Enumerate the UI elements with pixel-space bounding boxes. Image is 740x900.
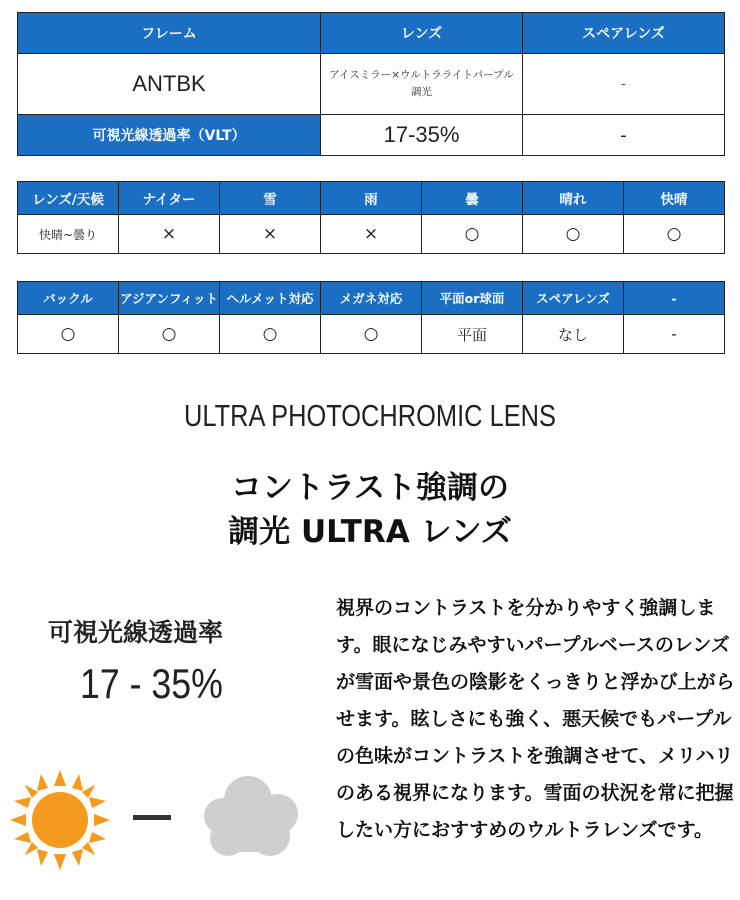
- transition-dash: [133, 815, 171, 820]
- vlt-row: [18, 115, 725, 156]
- feature-header: メガネ対応: [321, 282, 422, 315]
- cloud-icon: [198, 772, 302, 866]
- catchphrase: [0, 466, 740, 554]
- weather-header: 雪: [220, 182, 321, 215]
- spec-header-row: [18, 13, 725, 54]
- feature-header: -: [624, 282, 725, 315]
- weather-value-row: [18, 215, 725, 254]
- lens-value-line2: 調光: [411, 86, 432, 98]
- feature-cell: ○: [119, 315, 220, 354]
- feature-header: ヘルメット対応: [220, 282, 321, 315]
- vlt-block-label: 可視光線透過率: [48, 618, 224, 647]
- frame-value: ANTBK: [18, 54, 321, 115]
- header-spare-lens: スペアレンズ: [523, 13, 725, 54]
- feature-cell: なし: [523, 315, 624, 354]
- weather-header: 曇: [422, 182, 523, 215]
- feature-cell: ○: [220, 315, 321, 354]
- spare-lens-value: -: [523, 54, 725, 115]
- weather-cell: ×: [220, 215, 321, 254]
- vlt-row-label: 可視光線透過率（VLT）: [18, 115, 321, 156]
- ultra-photochromic-heading: ULTRA PHOTOCHROMIC LENS: [184, 398, 556, 433]
- vlt-row-extra: -: [523, 115, 725, 156]
- catchphrase-line1: コントラスト強調の: [230, 470, 510, 506]
- feature-cell: ○: [321, 315, 422, 354]
- feature-cell: ○: [18, 315, 119, 354]
- weather-header: 快晴: [624, 182, 725, 215]
- header-lens: レンズ: [321, 13, 523, 54]
- weather-cell: ○: [624, 215, 725, 254]
- weather-row-label: 快晴~曇り: [18, 215, 119, 254]
- catchphrase-line2: 調光 ULTRA レンズ: [228, 514, 512, 550]
- feature-header: スペアレンズ: [523, 282, 624, 315]
- feature-cell: 平面: [422, 315, 523, 354]
- weather-cell: ○: [523, 215, 624, 254]
- spec-table: [17, 12, 725, 156]
- weather-header: ナイター: [119, 182, 220, 215]
- feature-table: [17, 281, 725, 354]
- weather-cell: ×: [119, 215, 220, 254]
- feature-header: 平面or球面: [422, 282, 523, 315]
- weather-header: 晴れ: [523, 182, 624, 215]
- feature-cell: -: [624, 315, 725, 354]
- weather-header: レンズ/天候: [18, 182, 119, 215]
- lens-description: 視界のコントラストを分かりやすく強調します。眼になじみやすいパープルベースのレンズが雪面や景色の陰影をくっきりと浮かび上がらせます。眩しさにも強く、悪天候でもパープルの色味がコントラストを強調させて、メリハリのある視界になります。雪面の状況を常に把握したい方におすすめのウルトラレンズです。: [336, 597, 735, 841]
- weather-header: 雨: [321, 182, 422, 215]
- weather-header-row: [18, 182, 725, 215]
- spec-value-row: [18, 54, 725, 115]
- weather-table: [17, 181, 725, 254]
- vlt-row-value: 17-35%: [321, 115, 523, 156]
- feature-header: バックル: [18, 282, 119, 315]
- lens-value-line1: アイスミラー×ウルトラライトパープル: [329, 69, 514, 81]
- vlt-block-value: 17 - 35%: [80, 660, 223, 707]
- feature-header-row: [18, 282, 725, 315]
- weather-cell: ×: [321, 215, 422, 254]
- lens-value: [321, 54, 523, 115]
- weather-cell: ○: [422, 215, 523, 254]
- header-frame: フレーム: [18, 13, 321, 54]
- sun-icon: [10, 770, 110, 874]
- feature-value-row: [18, 315, 725, 354]
- feature-header: アジアンフィット: [119, 282, 220, 315]
